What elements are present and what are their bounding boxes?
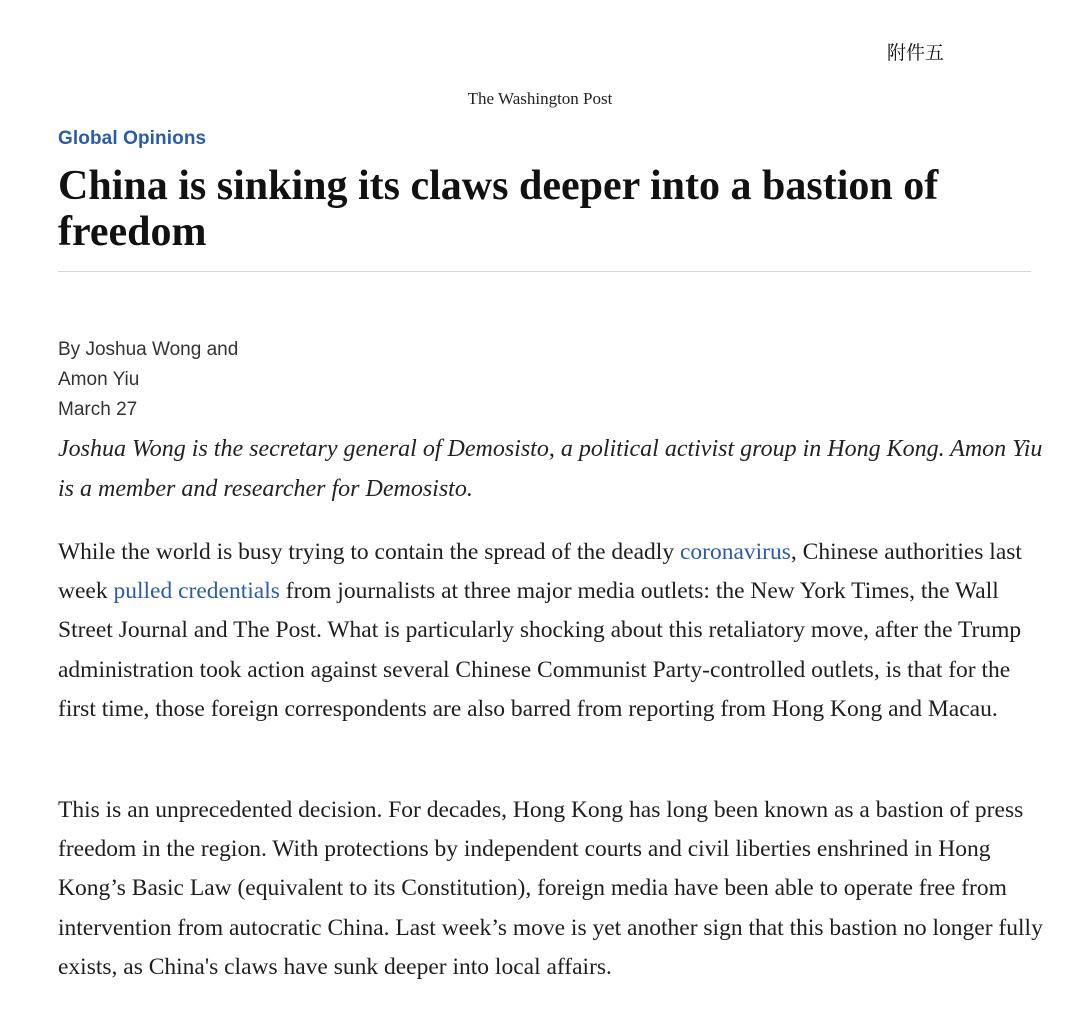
paragraph-text: While the world is busy trying to contain the spread of the deadly [58, 539, 680, 565]
section-label[interactable]: Global Opinions [58, 128, 207, 149]
byline-authors-line1: By Joshua Wong and [58, 339, 239, 360]
coronavirus-link[interactable]: coronavirus [679, 539, 791, 565]
author-bio: Joshua Wong is the secretary general of Demosisto, a political activist group in Hong Kong. Amon Yiu is a member and researcher for Demosisto. [58, 436, 1043, 502]
article-paragraph-1 [58, 533, 1053, 729]
byline-authors-line2: Amon Yiu [58, 369, 140, 390]
headline-divider [58, 271, 1031, 272]
article-headline: China is sinking its claws deeper into a bastion of freedom [58, 163, 939, 255]
pulled-credentials-link[interactable]: pulled credentials [113, 578, 280, 605]
byline [58, 335, 238, 425]
publish-date: March 27 [58, 399, 138, 420]
paragraph-text: from journalists at three major media outlets: the New York Times, the Wall Street Journal and The Post. What is particularly shocking about this retaliatory move, after the Trump administration took action against several Chinese Communist Party-controlled outlets, is that for the first time, those foreign correspondents are also barred from reporting from Hong Kong and Macau. [58, 578, 1022, 722]
paragraph-text: , Chinese authorities last week [58, 539, 1022, 605]
article-paragraph-2: This is an unprecedented decision. For decades, Hong Kong has long been known as a bastion of press freedom in the region. With protections by independent courts and civil liberties enshrined in Hong Kong’s Basic Law (equivalent to its Constitution), foreign media have been able to operate free from intervention from autocratic China. Last week’s move is yet another sign that this bastion no longer fully exists, as China's claws have sunk deeper into local affairs. [58, 797, 1043, 980]
annex-label: 附件五 [887, 42, 945, 64]
publication-name: The Washington Post [467, 89, 613, 108]
